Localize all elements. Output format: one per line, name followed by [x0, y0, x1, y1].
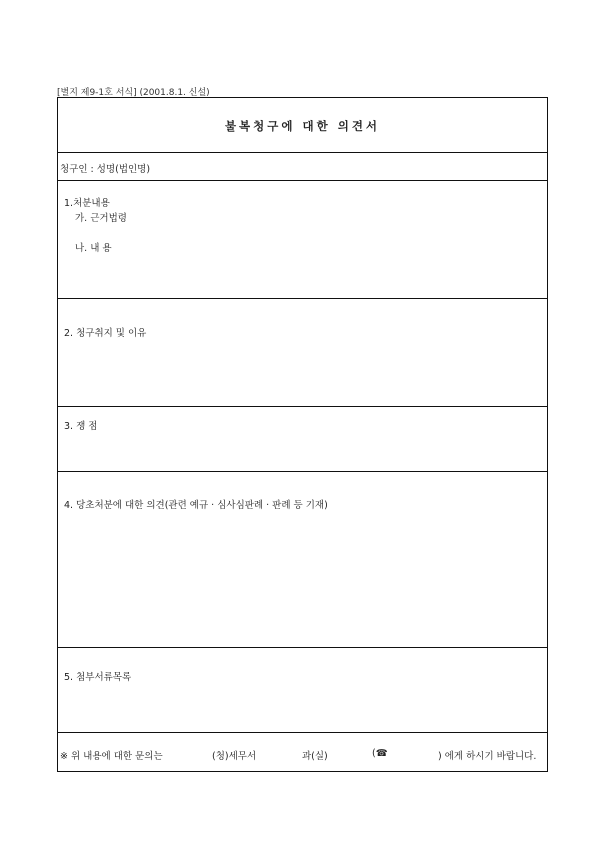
- footer-office: (청)세무서: [212, 751, 257, 762]
- section-original-disposition-opinion: [58, 472, 547, 648]
- section-disposition: [58, 181, 547, 299]
- footer-phone: (☎: [372, 748, 388, 759]
- form-number-header: [별지 제9-1호 서식] (2001.8.1. 신설): [57, 88, 210, 98]
- footer-closing: ) 에게 하시기 바랍니다.: [438, 751, 537, 762]
- section-issues: [58, 407, 547, 472]
- section4-title: 4. 당초처분에 대한 의견(관련 예규 · 심사심판례 · 판례 등 기재): [64, 500, 328, 511]
- section3-title: 3. 쟁 점: [64, 421, 98, 432]
- section1-title: 1.처분내용: [64, 198, 110, 209]
- claimant-row: [58, 153, 547, 181]
- section1-item-legal-basis: 가. 근거법령: [75, 213, 127, 224]
- section-claim-purpose: [58, 299, 547, 407]
- section2-title: 2. 청구취지 및 이유: [64, 328, 147, 339]
- claimant-label: 청구인 : 성명(법인명): [60, 164, 151, 175]
- footer-row: [58, 733, 547, 771]
- footer-notice-text: ※ 위 내용에 대한 문의는: [60, 751, 163, 762]
- opinion-form-table: [57, 97, 548, 772]
- title-row: [58, 98, 547, 153]
- section-attachments: [58, 648, 547, 733]
- section1-item-content: 나. 내 용: [75, 243, 112, 254]
- section5-title: 5. 첨부서류목록: [64, 672, 132, 683]
- footer-department: 과(실): [302, 751, 328, 762]
- form-title: 불복청구에 대한 의견서: [224, 119, 381, 133]
